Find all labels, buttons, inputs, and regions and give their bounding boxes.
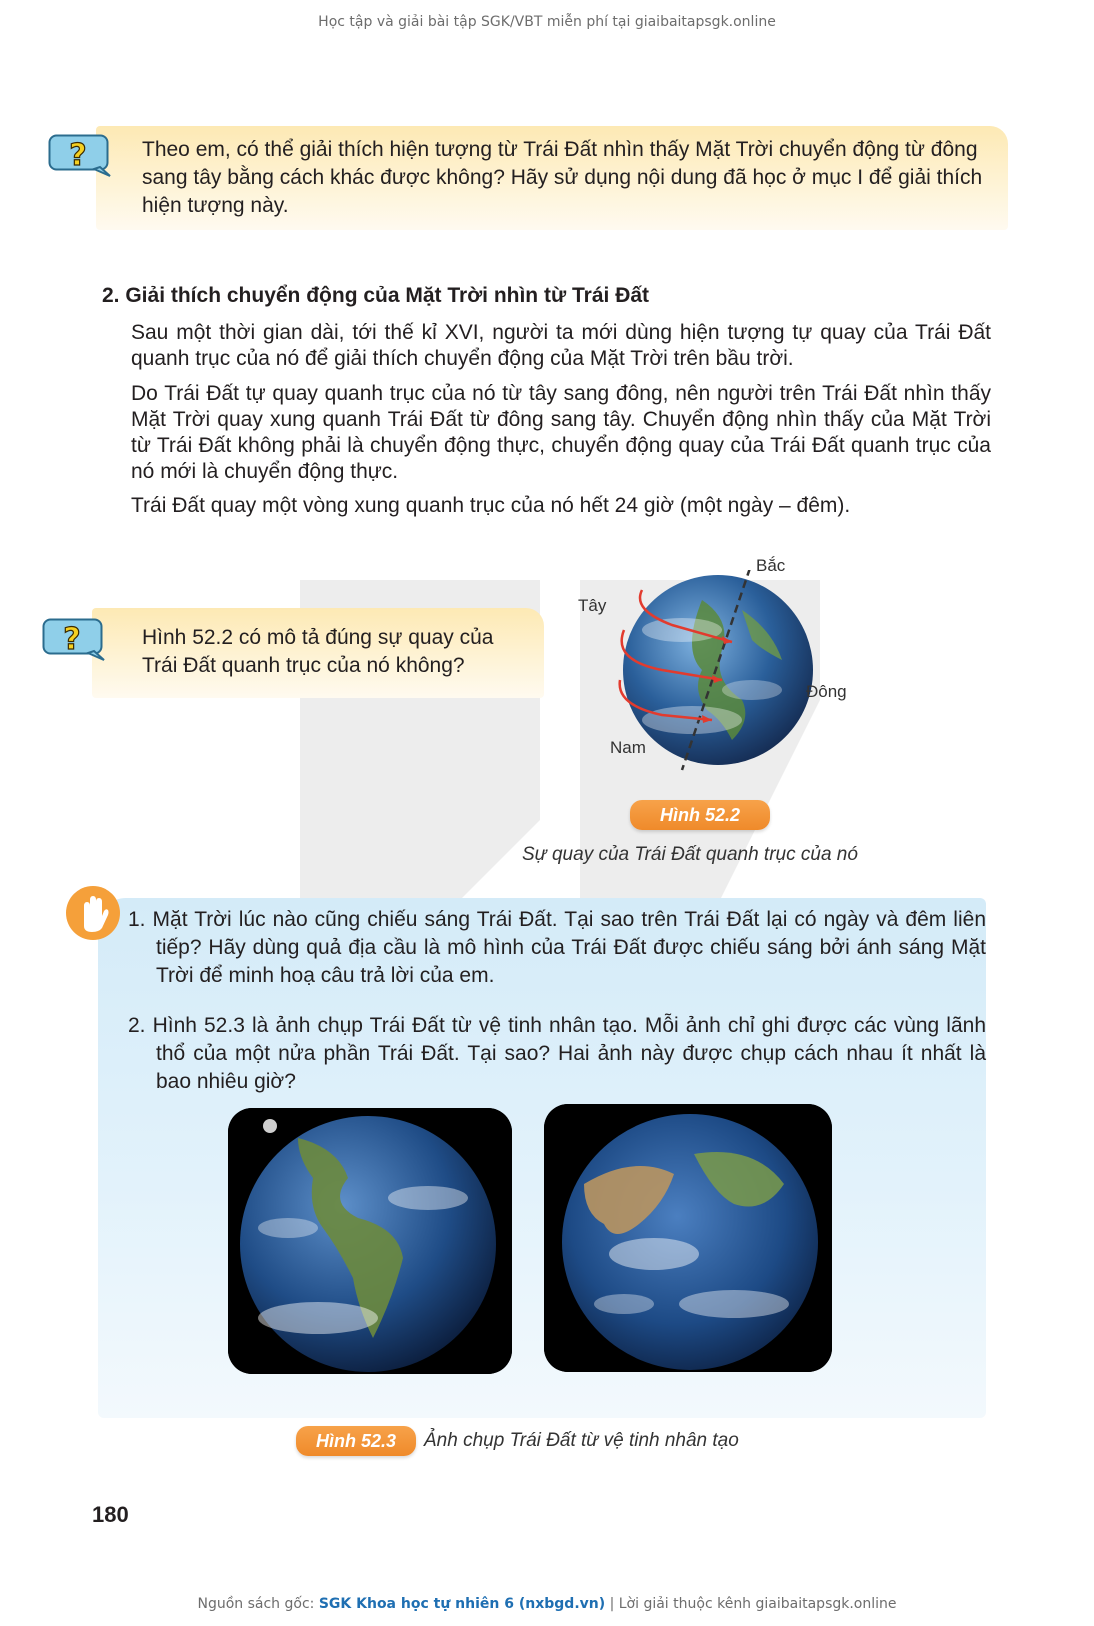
footer-note <box>0 1596 1094 1612</box>
earth-photo-africa-asia <box>544 1104 832 1372</box>
footer-prefix: Nguồn sách gốc: <box>197 1596 319 1612</box>
question-2-text: Hình 52.2 có mô tả đúng sự quay của Trái Đất quanh trục của nó không? <box>142 626 494 677</box>
label-east: Đông <box>806 682 847 701</box>
footer-suffix: | Lời giải thuộc kênh giaibaitapsgk.online <box>605 1596 897 1612</box>
page-number: 180 <box>92 1502 129 1527</box>
figure-52-3-tag: Hình 52.3 <box>296 1426 416 1456</box>
paragraph-2: Do Trái Đất tự quay quanh trục của nó từ tây sang đông, nên người trên Trái Đất nhìn thấy Mặt Trời quay xung quanh Trái Đất từ đông sang tây. Chuyển động nhìn thấy của Mặt Trời từ Trái Đất không phải là chuyển động thực, chuyển động quay của Trái Đất quanh trục của nó mới là chuyển động thực. <box>131 382 991 483</box>
section-title: 2. Giải thích chuyển động của Mặt Trời nhìn từ Trái Đất <box>102 284 650 307</box>
svg-text:?: ? <box>63 622 81 657</box>
figure-52-2-tag: Hình 52.2 <box>630 800 770 830</box>
figure-52-2-caption: Sự quay của Trái Đất quanh trục của nó <box>522 844 858 865</box>
question-1-text: Theo em, có thể giải thích hiện tượng từ Trái Đất nhìn thấy Mặt Trời chuyển động từ đông sang tây bằng cách khác được không? Hãy sử dụng nội dung đã học ở mục I để giải thích hiện tượng này. <box>142 138 983 217</box>
question-icon <box>48 134 114 176</box>
paragraph-1: Sau một thời gian dài, tới thế kỉ XVI, người ta mới dùng hiện tượng tự quay của Trái Đất quanh trục của nó để giải thích chuyển động của Mặt Trời trên bầu trời. <box>131 321 991 370</box>
label-west: Tây <box>578 596 607 615</box>
footer-source-link[interactable]: SGK Khoa học tự nhiên 6 (nxbgd.vn) <box>318 1596 606 1612</box>
activity-item-1: 1. Mặt Trời lúc nào cũng chiếu sáng Trái Đất. Tại sao trên Trái Đất lại có ngày và đêm liên tiếp? Hãy dùng quả địa cầu là mô hình của Trái Đất được chiếu sáng bởi ánh sáng Mặt Trời để minh hoạ câu trả lời của em. <box>128 908 986 987</box>
question-icon <box>42 618 108 660</box>
hand-icon <box>64 884 122 947</box>
svg-text:?: ? <box>69 138 87 173</box>
activity-item-2: 2. Hình 52.3 là ảnh chụp Trái Đất từ vệ tinh nhân tạo. Mỗi ảnh chỉ ghi được các vùng lãnh thổ của một nửa phần Trái Đất. Tại sao? Hai ảnh này được chụp cách nhau ít nhất là bao nhiêu giờ? <box>128 1014 986 1093</box>
label-north: Bắc <box>756 556 786 575</box>
header-note: Học tập và giải bài tập SGK/VBT miễn phí tại giaibaitapsgk.online <box>318 14 776 30</box>
figure-52-3-caption: Ảnh chụp Trái Đất từ vệ tinh nhân tạo <box>424 1430 739 1451</box>
paragraph-3: Trái Đất quay một vòng xung quanh trục của nó hết 24 giờ (một ngày – đêm). <box>131 494 851 517</box>
earth-photo-americas <box>228 1108 512 1374</box>
label-south: Nam <box>610 738 646 757</box>
